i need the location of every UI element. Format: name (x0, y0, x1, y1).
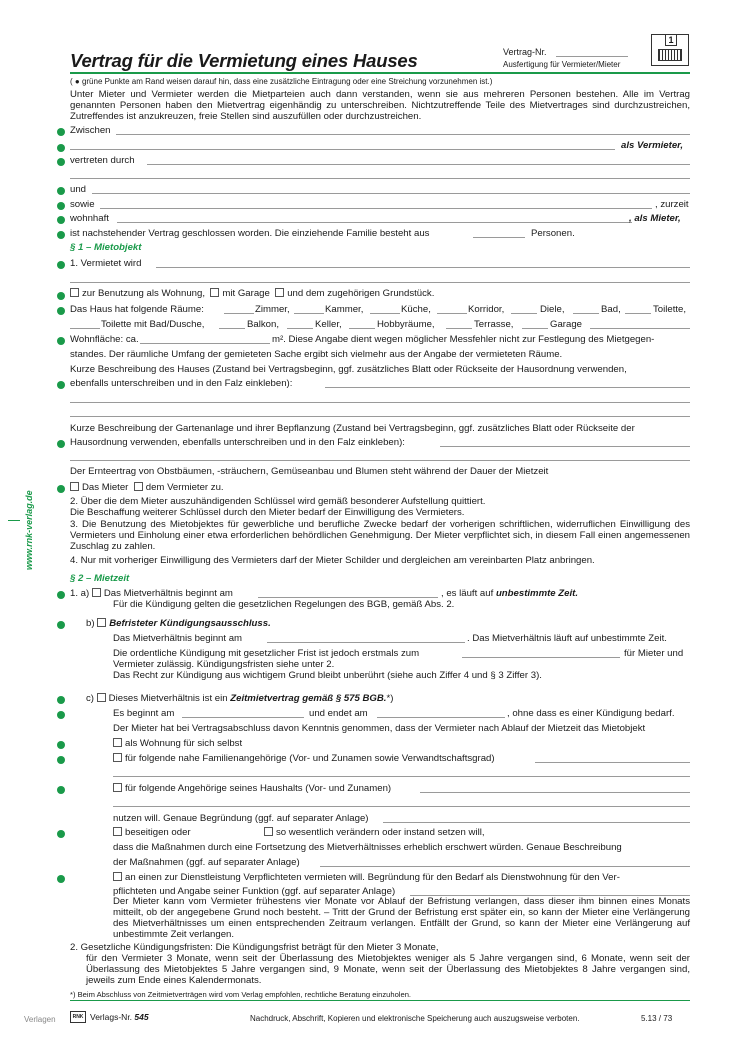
section-2-heading: § 2 – Mietzeit (70, 573, 130, 584)
beschreibung-garten-field[interactable] (440, 446, 690, 447)
familie-field-2[interactable] (113, 776, 690, 777)
vertreten-field[interactable] (147, 164, 690, 165)
massnahmen-text: der Maßnahmen (ggf. auf separater Anlage) (113, 857, 300, 868)
checkbox-selbst[interactable] (113, 738, 122, 747)
dem-vermieter-label: dem Vermieter zu. (145, 482, 224, 493)
diele-field[interactable] (511, 313, 537, 314)
veraend-row (264, 827, 485, 838)
page-title: Vertrag für die Vermietung eines Hauses (70, 50, 418, 71)
intro-text: Unter Mieter und Vermieter werden die Mietparteien auch dann verstanden, wenn sie aus mehreren Personen bestehen. Alle im Vertrag genannten Personen haben den Mietvertrag eigenhändig zu unterschreiben. Nichtzutreffende Teile des Mietvertrages sind durchzustreichen, Zutreffendes ist anzukreuzen, freie Stellen sind auszufüllen oder durchzustreichen. (70, 89, 690, 122)
s2-c-star: *) (386, 693, 394, 704)
zeit-ende-field[interactable] (377, 717, 505, 718)
fold-mark (8, 520, 20, 521)
footnote: *) Beim Abschluss von Zeitmietverträgen wird vom Verlag empfohlen, rechtliche Beratung einzuholen. (70, 990, 412, 999)
verlagsnr-value: 545 (134, 1012, 149, 1022)
garage-field[interactable] (522, 328, 548, 329)
und-label: und (70, 184, 87, 195)
s2-c-bold: Zeitmietvertrag gemäß § 575 BGB. (230, 693, 387, 704)
s2-b-l3: Vermieter zulässig. Kündigungsfristen siehe unter 2. (113, 659, 335, 670)
wohnflaeche-text-2: standes. Der räumliche Umfang der gemieteten Sache ergibt sich vielmehr aus der Angabe der vermieteten Räume. (70, 349, 563, 360)
s2-c-l2: Der Mieter hat bei Vertragsabschluss davon Kenntnis genommen, dass der Vermieter nach Ablauf der Mietzeit das Mietobjekt (113, 723, 646, 734)
s2-a-label: 1. a) (70, 588, 90, 599)
dienst-text-2: pflichteten und Angabe seiner Funktion (ggf. auf separater Anlage) (113, 886, 396, 897)
als-vermieter-label: als Vermieter, (621, 140, 684, 151)
beginn-unbestimmt-field[interactable] (258, 597, 438, 598)
terrasse-field[interactable] (446, 328, 472, 329)
s2-b-l2b: für Mieter und (624, 648, 684, 659)
ernte-options (70, 482, 224, 493)
s2-c-l1c: , ohne dass es einer Kündigung bedarf. (507, 708, 675, 719)
copy-label: Ausfertigung für Vermieter/Mieter (503, 60, 621, 69)
beschreibung-haus-text: Kurze Beschreibung des Hauses (Zustand bei Vertragsbeginn, ggf. zusätzliches Blatt oder Rückseite der Hausordnung verwenden, (70, 364, 627, 375)
document-number: 1 (665, 34, 677, 46)
veraendern-label: so wesentlich verändern oder instand setzen will, (276, 827, 485, 838)
marker-dot (57, 830, 65, 838)
fruehestens-text: Der Mieter kann vom Vermieter frühestens vier Monate vor Ablauf der Befristung verlangen, dass dieser ihm binnen eines Monats mitteilt, ob der angegebene Grund noch besteht. – Tritt der Grund der Befristung erst später ein, so kann der Mieter eine Verlängerung des Mietverhältnisses um einen entsprechenden Zeitraum verlangen. Entfällt der Grund, so kann der Mieter eine Verlängerung auf unbestimmte Zeit verlangen. (113, 896, 690, 940)
kammer-field[interactable] (294, 313, 324, 314)
verlagsnr-row (90, 1012, 149, 1023)
checkbox-familie[interactable] (113, 753, 122, 762)
wohnhaft-label: wohnhaft (70, 213, 109, 224)
geschlossen-text: ist nachstehender Vertrag geschlossen worden. Die einziehende Familie besteht aus (70, 228, 430, 239)
checkbox-wohnung[interactable] (70, 288, 79, 297)
section-1-heading: § 1 – Mietobjekt (70, 242, 142, 253)
raeume-extra-field[interactable] (590, 328, 690, 329)
checkbox-grundstueck[interactable] (275, 288, 284, 297)
s2-a-text2: , es läuft auf (441, 588, 494, 599)
marker-dot (57, 231, 65, 239)
schilder-text: 4. Nur mit vorheriger Einwilligung des Vermieters darf der Mieter Schilder und dergleichen am vereinbarten Platz anbringen. (70, 555, 595, 566)
s2-a-bold: unbestimmte Zeit. (495, 588, 579, 599)
ernte-text: Der Ernteertrag von Obstbäumen, -sträuchern, Gemüseanbau und Blumen steht während der Dauer der Mietzeit (70, 466, 549, 477)
s2-a-row (70, 588, 233, 599)
s2-b-l1b: . Das Mietverhältnis läuft auf unbestimmte Zeit. (467, 633, 667, 644)
marker-dot (57, 307, 65, 315)
toilette-label: Toilette, (653, 304, 687, 315)
marker-dot (57, 875, 65, 883)
use-garage-label: mit Garage (222, 288, 270, 299)
als-mieter-label: , als Mieter, (629, 213, 681, 224)
haushalt-field[interactable] (420, 792, 690, 793)
opt-selbst-label: als Wohnung für sich selbst (125, 738, 243, 749)
legend-note: ( ● grüne Punkte am Rand weisen darauf hin, dass eine zusätzliche Eintragung oder eine Streichung vorzunehmen ist.) (70, 77, 493, 86)
usage-row (70, 288, 434, 299)
side-url: www.rnk-verlag.de (24, 490, 34, 570)
gewerbe-text: 3. Die Benutzung des Mietobjektes für gewerbliche und berufliche Zwecke bedarf der vorherigen schriftlichen, widerruflichen Einwilligung des Vermieters und Einholung einer etwa erforderlichen behördlichen Genehmigung. Der Mieter verpflichtet sich, in diesem Fall einen angemessenen Zuschlag zu zahlen. (70, 519, 690, 552)
marker-dot (57, 381, 65, 389)
dienst-label: an einen zur Dienstleistung Verpflichteten vermieten will. Begründung für den Bedarf als Dienstwohnung für den Ver- (125, 872, 620, 883)
opt-haushalt-row (113, 783, 391, 794)
wohnflaeche-label: Wohnfläche: ca. (70, 334, 139, 345)
bad-label: Bad, (601, 304, 621, 315)
wohnhaft-field[interactable] (117, 222, 632, 223)
hobby-label: Hobbyräume, (377, 319, 435, 330)
contract-no-label: Vertrag-Nr. (503, 47, 547, 57)
marker-dot (57, 591, 65, 599)
document-icon (651, 34, 689, 66)
verlagsnr-label: Verlags-Nr. (90, 1012, 133, 1022)
opt-familie-row (113, 753, 495, 764)
s2-b-l2a: Die ordentliche Kündigung mit gesetzlicher Frist ist jedoch erstmals zum (113, 648, 420, 659)
marker-dot (57, 158, 65, 166)
vermietet-label: 1. Vermietet wird (70, 258, 142, 269)
opt-familie-label: für folgende nahe Familienangehörige (Vor- und Zunamen sowie Verwandtschaftsgrad) (125, 753, 495, 764)
s2-c-label: c) (86, 693, 94, 704)
zeit-beginn-field[interactable] (182, 717, 304, 718)
s2-a-tail (441, 588, 578, 599)
s2-b-l1a: Das Mietverhältnis beginnt am (113, 633, 243, 644)
marker-dot (57, 337, 65, 345)
marker-dot (57, 202, 65, 210)
fristen-text-2: für den Vermieter 3 Monate, wenn seit der Überlassung des Mietobjektes weniger als 5 Jahre vergangen sind, 6 Monate, wenn seit der Überlassung des Mietobjektes 5 Jahre vergangen sind, 9 Monate, wenn seit der Überlassung des Mietobjektes 8 Jahre vergangen sind, jeweils zum Ende eines Kalendermonats. (86, 953, 690, 986)
wohnflaeche-field[interactable] (140, 343, 270, 344)
checkbox-dienstleistung[interactable] (113, 872, 122, 881)
toilette-field[interactable] (625, 313, 651, 314)
checkbox-zeitmietvertrag[interactable] (97, 693, 106, 702)
s2-c-l1b: und endet am (309, 708, 368, 719)
vertreten-label: vertreten durch (70, 155, 135, 166)
sowie-label: sowie (70, 199, 95, 210)
beseitigen-label: beseitigen oder (125, 827, 191, 838)
korridor-field[interactable] (437, 313, 467, 314)
beschreibung-garten-text: Kurze Beschreibung der Gartenanlage und ihrer Bepflanzung (Zustand bei Vertragsbeginn, ggf. zusätzliches Blatt oder Rückseite der (70, 423, 635, 434)
nutzen-field[interactable] (383, 822, 690, 823)
footer-rule (70, 1000, 690, 1001)
diele-label: Diele, (540, 304, 565, 315)
mieter-name-field[interactable] (92, 193, 690, 194)
schluessel-text: 2. Über die dem Mieter auszuhändigenden Schlüssel wird gemäß besonderer Aufstellung quittiert. (70, 496, 486, 507)
beschreibung-haus-text-2: ebenfalls unterschreiben und in den Falz einkleben): (70, 378, 293, 389)
bad-field[interactable] (573, 313, 599, 314)
checkbox-beseitigen[interactable] (113, 827, 122, 836)
beginn-befristet-field[interactable] (267, 642, 465, 643)
raeume-intro: Das Haus hat folgende Räume: (70, 304, 204, 315)
korridor-label: Korridor, (468, 304, 505, 315)
fristen-text: 2. Gesetzliche Kündigungsfristen: Die Kündigungsfrist beträgt für den Mieter 3 Monate, (70, 942, 439, 953)
marker-dot (57, 440, 65, 448)
s2-b-label: b) (86, 618, 95, 629)
s2-a-line2: Für die Kündigung gelten die gesetzlichen Regelungen des BGB, gemäß Abs. 2. (113, 599, 455, 610)
beschreibung-haus-field-3[interactable] (70, 416, 690, 417)
marker-dot (57, 786, 65, 794)
personen-label: Personen. (531, 228, 575, 239)
toilette-bad-field[interactable] (70, 328, 100, 329)
s2-b-title: Befristeter Kündigungsausschluss. (109, 618, 271, 629)
familie-field[interactable] (535, 762, 690, 763)
vermieter-address-field[interactable] (70, 149, 615, 150)
checkbox-haushalt[interactable] (113, 783, 122, 792)
header-rule (70, 72, 690, 74)
kammer-label: Kammer, (325, 304, 364, 315)
s2-c-l1a: Es beginnt am (113, 708, 175, 719)
keller-field[interactable] (287, 328, 313, 329)
marker-dot (57, 741, 65, 749)
zimmer-label: Zimmer, (255, 304, 290, 315)
kueche-label: Küche, (401, 304, 431, 315)
garage-label: Garage (550, 319, 582, 330)
dass-text: dass die Maßnahmen durch eine Fortsetzung des Mietverhältnisses erheblich erschwert würden. Genaue Beschreibung (113, 842, 622, 853)
schluessel-text-2: Die Beschaffung weiterer Schlüssel durch den Mieter bedarf der Einwilligung des Vermieters. (70, 507, 465, 518)
haushalt-field-2[interactable] (113, 806, 690, 807)
use-grund-label: und dem zugehörigen Grundstück. (287, 288, 435, 299)
marker-dot (57, 144, 65, 152)
s2-c-text: Dieses Mietverhältnis ist ein (108, 693, 228, 704)
s2-b-row (86, 618, 271, 629)
use-wohnung-label: zur Benutzung als Wohnung, (82, 288, 206, 299)
marker-dot (57, 292, 65, 300)
vermietet-field-2[interactable] (70, 282, 690, 283)
keller-label: Keller, (315, 319, 342, 330)
marker-dot (57, 711, 65, 719)
beschreibung-garten-text-2: Hausordnung verwenden, ebenfalls unterschreiben und in den Falz einkleben): (70, 437, 405, 448)
opt-haushalt-label: für folgende Angehörige seines Haushalts (Vor- und Zunamen) (125, 783, 392, 794)
vermietet-field[interactable] (156, 267, 690, 268)
contract-no-field[interactable] (556, 56, 628, 57)
version-text: 5.13 / 73 (641, 1014, 673, 1023)
rnk-logo: RNK (70, 1011, 86, 1023)
zimmer-field[interactable] (224, 313, 254, 314)
s2-a-text: Das Mietverhältnis beginnt am (103, 588, 233, 599)
beschreibung-haus-field[interactable] (325, 387, 690, 388)
dem-mieter-label: Das Mieter (82, 482, 129, 493)
s2-b-l4: Das Recht zur Kündigung aus wichtigem Grund bleibt unberührt (siehe auch Ziffer 4 und § 3 Ziffer 3). (113, 670, 542, 681)
checkbox-unbestimmt[interactable] (92, 588, 101, 597)
marker-dot (57, 696, 65, 704)
dienst-row (113, 872, 620, 883)
zurzeit-label: , zurzeit (655, 199, 689, 210)
marker-dot (57, 128, 65, 136)
kuendigung-erstmals-field[interactable] (462, 657, 620, 658)
toilette-bad-label: Toilette mit Bad/Dusche, (101, 319, 205, 330)
copyright-text: Nachdruck, Abschrift, Kopieren und elektronische Speicherung auch auszugsweise verboten. (250, 1014, 580, 1023)
massnahmen-field[interactable] (320, 866, 690, 867)
balkon-field[interactable] (219, 328, 245, 329)
checkbox-veraendern[interactable] (264, 827, 273, 836)
balkon-label: Balkon, (247, 319, 279, 330)
beschreibung-garten-field-2[interactable] (70, 460, 690, 461)
marker-dot (57, 756, 65, 764)
checkbox-dem-mieter[interactable] (70, 482, 79, 491)
vermieter-name-field[interactable] (116, 134, 690, 135)
zwischen-label: Zwischen (70, 125, 111, 136)
hobby-field[interactable] (349, 328, 375, 329)
besei-row (113, 827, 191, 838)
nutzen-text: nutzen will. Genaue Begründung (ggf. auf separater Anlage) (113, 813, 369, 824)
vertreten-field-2[interactable] (70, 178, 690, 179)
wohnflaeche-text: m². Diese Angabe dient wegen möglicher Messfehler nicht zur Festlegung des Mietgegen- (272, 334, 655, 345)
marker-dot (57, 261, 65, 269)
personen-field[interactable] (473, 237, 525, 238)
marker-dot (57, 621, 65, 629)
checkbox-dem-vermieter[interactable] (134, 482, 143, 491)
marker-dot (57, 216, 65, 224)
checkbox-garage[interactable] (210, 288, 219, 297)
marker-dot (57, 485, 65, 493)
marker-dot (57, 187, 65, 195)
mieter-name-field-2[interactable] (100, 208, 652, 209)
opt-selbst-row (113, 738, 242, 749)
s2-c-row (86, 693, 393, 704)
kueche-field[interactable] (370, 313, 400, 314)
checkbox-kuendigungsausschluss[interactable] (97, 618, 106, 627)
footer-left-small: Verlagen (24, 1015, 56, 1024)
beschreibung-haus-field-2[interactable] (70, 402, 690, 403)
terrasse-label: Terrasse, (474, 319, 514, 330)
